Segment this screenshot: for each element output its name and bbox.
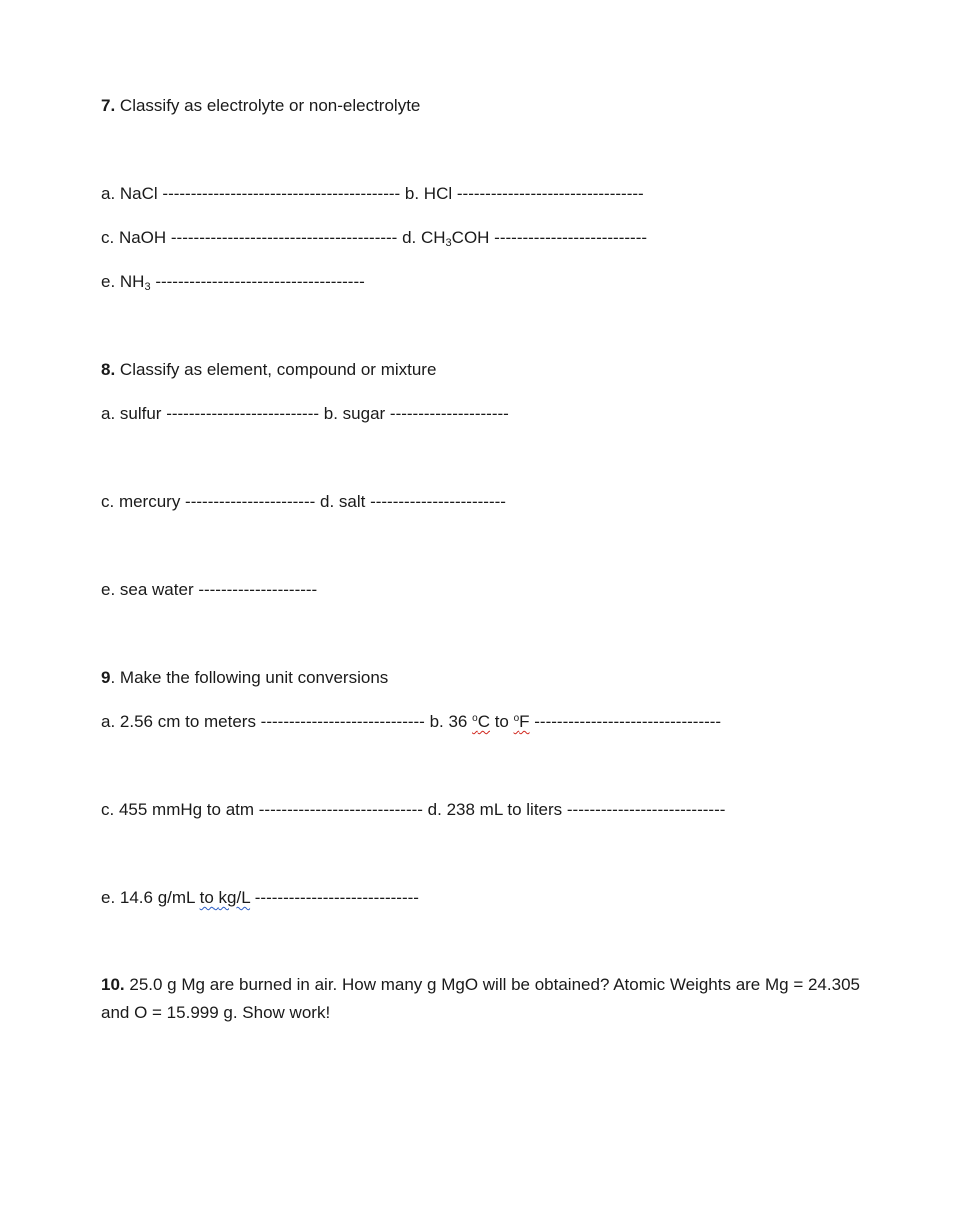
q8-row-cd: c. mercury ----------------------- d. salt ------------------------ (101, 492, 506, 511)
q9-number: 9 (101, 668, 111, 687)
spell-error-fahrenheit: $^o$F (513, 712, 530, 731)
q9-item-e: e. 14.6 g/mL to kg/L ----------------------------- (101, 888, 419, 907)
q9-heading (101, 667, 388, 689)
q7-number: 7. (101, 96, 116, 115)
q8-prompt: Classify as element, compound or mixture (115, 360, 437, 379)
q9-row-cd: c. 455 mmHg to atm ----------------------------- d. 238 mL to liters ---------------------------- (101, 800, 726, 819)
q7-item-a: a. NaCl ------------------------------------------ (101, 184, 401, 203)
q7-row-cd (101, 227, 647, 249)
q9-prompt: . Make the following unit conversions (110, 668, 389, 687)
spell-error-celsius: $^o$C (472, 712, 490, 731)
q9-item-b: b. 36 $^o$C to $^o$F --------------------------------- (429, 712, 722, 731)
q9-row-ab (101, 711, 721, 733)
q9-item-a: a. 2.56 cm to meters ----------------------------- (101, 712, 430, 731)
q8-number: 8. (101, 360, 116, 379)
q8-item-e: e. sea water --------------------- (101, 580, 318, 599)
q10-text: 25.0 g Mg are burned in air. How many g MgO will be obtained? Atomic Weights are Mg = 24.305 and O = 15.999 g. Show work! (101, 975, 860, 1022)
grammar-mark: to kg/L (199, 888, 251, 907)
q8-heading (101, 359, 436, 381)
q7-prompt: Classify as electrolyte or non-electrolyte (115, 96, 421, 115)
q7-item-c: c. NaOH ---------------------------------------- (101, 228, 398, 247)
q7-row-ab (101, 183, 644, 205)
q7-item-b: b. HCl --------------------------------- (400, 184, 644, 203)
q10-paragraph (101, 971, 861, 1027)
q7-item-e: e. $NH_3$ ------------------------------------- (101, 272, 365, 293)
q7-item-d: d. $CH_3COH$ --------------------------- (397, 228, 648, 249)
q7-heading (101, 95, 420, 117)
q10-number: 10. (101, 975, 125, 994)
q8-row-ab: a. sulfur --------------------------- b. sugar --------------------- (101, 404, 509, 423)
